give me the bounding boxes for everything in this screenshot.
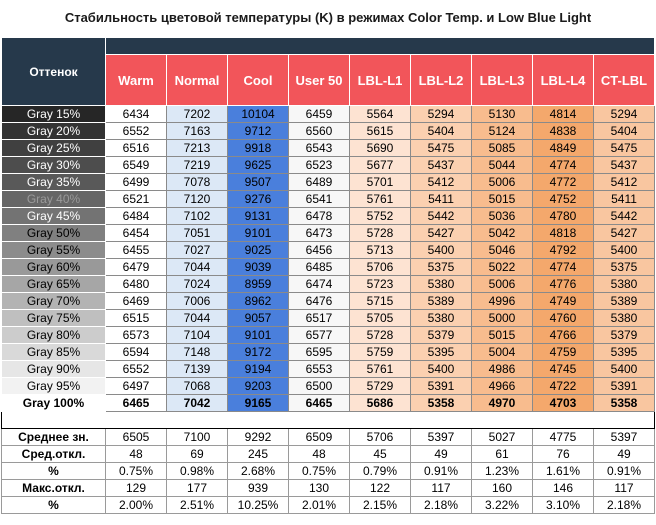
row-label: Gray 95%: [2, 378, 106, 395]
table-cell: 9918: [228, 140, 289, 157]
table-cell: 5729: [350, 378, 411, 395]
table-row: [2, 395, 655, 412]
table-cell: 6516: [106, 140, 167, 157]
table-cell: 6456: [289, 242, 350, 259]
column-header: LBL-L4: [533, 55, 594, 106]
table-cell: 5015: [472, 191, 533, 208]
table-cell: 5006: [472, 174, 533, 191]
table-row: [2, 378, 655, 395]
table-cell: 6484: [106, 208, 167, 225]
table-cell: 5042: [472, 225, 533, 242]
summary-row: [2, 429, 655, 446]
table-cell: 5411: [411, 191, 472, 208]
table-row: [2, 242, 655, 259]
table-cell: 5437: [411, 157, 472, 174]
table-cell: 5004: [472, 344, 533, 361]
table-cell: 9165: [228, 395, 289, 412]
table-cell: 4838: [533, 123, 594, 140]
table-cell: 9507: [228, 174, 289, 191]
summary-cell: 129: [106, 480, 167, 497]
table-cell: 5380: [594, 276, 655, 293]
table-cell: 4996: [472, 293, 533, 310]
summary-cell: 76: [533, 446, 594, 463]
table-cell: 5358: [594, 395, 655, 412]
table-cell: 5380: [594, 310, 655, 327]
table-row: [2, 327, 655, 344]
table-cell: 7120: [167, 191, 228, 208]
table-cell: 5761: [350, 361, 411, 378]
table-cell: 5380: [411, 310, 472, 327]
table-cell: 9712: [228, 123, 289, 140]
summary-cell: 0.91%: [411, 463, 472, 480]
row-label: Gray 40%: [2, 191, 106, 208]
summary-cell: 6505: [106, 429, 167, 446]
table-cell: 7024: [167, 276, 228, 293]
table-cell: 5124: [472, 123, 533, 140]
table-row: [2, 106, 655, 123]
table-cell: 5389: [411, 293, 472, 310]
row-label: Gray 45%: [2, 208, 106, 225]
table-cell: 4759: [533, 344, 594, 361]
table-cell: 5690: [350, 140, 411, 157]
row-label: Gray 25%: [2, 140, 106, 157]
table-cell: 5006: [472, 276, 533, 293]
table-cell: 5400: [594, 361, 655, 378]
table-cell: 4722: [533, 378, 594, 395]
table-cell: 6553: [289, 361, 350, 378]
summary-label: Макс.откл.: [2, 480, 106, 497]
row-label: Gray 65%: [2, 276, 106, 293]
summary-cell: 177: [167, 480, 228, 497]
table-row: [2, 157, 655, 174]
table-cell: 5395: [411, 344, 472, 361]
table-row: [2, 140, 655, 157]
summary-cell: 2.18%: [411, 497, 472, 514]
summary-cell: 160: [472, 480, 533, 497]
column-header: User 50: [289, 55, 350, 106]
summary-row: [2, 446, 655, 463]
table-cell: 5085: [472, 140, 533, 157]
summary-cell: 6509: [289, 429, 350, 446]
table-cell: 6523: [289, 157, 350, 174]
summary-cell: 117: [411, 480, 472, 497]
table-row: [2, 310, 655, 327]
table-cell: 5701: [350, 174, 411, 191]
table-cell: 4986: [472, 361, 533, 378]
summary-label: Среднее зн.: [2, 429, 106, 446]
summary-cell: 146: [533, 480, 594, 497]
column-header: Cool: [228, 55, 289, 106]
table-cell: 6489: [289, 174, 350, 191]
table-cell: 4849: [533, 140, 594, 157]
table-cell: 9194: [228, 361, 289, 378]
row-label: Gray 100%: [2, 395, 106, 412]
table-cell: 6594: [106, 344, 167, 361]
row-label: Gray 50%: [2, 225, 106, 242]
row-label: Gray 35%: [2, 174, 106, 191]
table-cell: 7068: [167, 378, 228, 395]
summary-cell: 5397: [594, 429, 655, 446]
table-cell: 5615: [350, 123, 411, 140]
header-band: [106, 38, 655, 55]
summary-cell: 0.75%: [106, 463, 167, 480]
table-cell: 5411: [594, 191, 655, 208]
table-cell: 5400: [594, 242, 655, 259]
table-cell: 7202: [167, 106, 228, 123]
table-row: [2, 225, 655, 242]
table-cell: 4966: [472, 378, 533, 395]
table-cell: 7006: [167, 293, 228, 310]
table-cell: 6454: [106, 225, 167, 242]
table-cell: 5715: [350, 293, 411, 310]
row-label: Gray 85%: [2, 344, 106, 361]
summary-cell: 1.61%: [533, 463, 594, 480]
table-row: [2, 123, 655, 140]
summary-cell: 3.10%: [533, 497, 594, 514]
table-cell: 7042: [167, 395, 228, 412]
table-cell: 9172: [228, 344, 289, 361]
summary-cell: 45: [350, 446, 411, 463]
table-cell: 6543: [289, 140, 350, 157]
table-cell: 4780: [533, 208, 594, 225]
table-cell: 7044: [167, 259, 228, 276]
summary-cell: 69: [167, 446, 228, 463]
table-cell: 7027: [167, 242, 228, 259]
table-cell: 4745: [533, 361, 594, 378]
table-cell: 5380: [411, 276, 472, 293]
table-cell: 5044: [472, 157, 533, 174]
column-header: Normal: [167, 55, 228, 106]
table-cell: 8962: [228, 293, 289, 310]
separator-cell: [2, 412, 655, 429]
row-label: Gray 20%: [2, 123, 106, 140]
table-cell: 6577: [289, 327, 350, 344]
table-cell: 5677: [350, 157, 411, 174]
table-cell: 6500: [289, 378, 350, 395]
table-cell: 5046: [472, 242, 533, 259]
table-cell: 5427: [411, 225, 472, 242]
row-label: Gray 75%: [2, 310, 106, 327]
table-cell: 5728: [350, 225, 411, 242]
row-label: Gray 30%: [2, 157, 106, 174]
summary-cell: 10.25%: [228, 497, 289, 514]
table-cell: 6478: [289, 208, 350, 225]
summary-cell: 9292: [228, 429, 289, 446]
table-cell: 4818: [533, 225, 594, 242]
row-header-label: Оттенок: [2, 38, 106, 106]
summary-cell: 1.23%: [472, 463, 533, 480]
summary-cell: 2.51%: [167, 497, 228, 514]
table-cell: 6474: [289, 276, 350, 293]
table-cell: 4772: [533, 174, 594, 191]
table-cell: 9057: [228, 310, 289, 327]
table-cell: 6552: [106, 361, 167, 378]
summary-cell: 61: [472, 446, 533, 463]
table-cell: 4703: [533, 395, 594, 412]
summary-cell: 49: [411, 446, 472, 463]
table-cell: 9131: [228, 208, 289, 225]
row-label: Gray 15%: [2, 106, 106, 123]
table-cell: 5391: [594, 378, 655, 395]
summary-row: [2, 497, 655, 514]
table-cell: 5375: [411, 259, 472, 276]
table-cell: 5389: [594, 293, 655, 310]
table-cell: 4970: [472, 395, 533, 412]
table-cell: 5404: [594, 123, 655, 140]
summary-row: [2, 463, 655, 480]
table-cell: 5723: [350, 276, 411, 293]
table-row: [2, 276, 655, 293]
table-cell: 5761: [350, 191, 411, 208]
table-cell: 6479: [106, 259, 167, 276]
table-cell: 5437: [594, 157, 655, 174]
table-cell: 6469: [106, 293, 167, 310]
summary-cell: 5027: [472, 429, 533, 446]
summary-row: [2, 480, 655, 497]
summary-cell: 5397: [411, 429, 472, 446]
row-label: Gray 55%: [2, 242, 106, 259]
table-cell: 8959: [228, 276, 289, 293]
summary-cell: 2.15%: [350, 497, 411, 514]
table-cell: 9101: [228, 327, 289, 344]
table-cell: 5358: [411, 395, 472, 412]
summary-cell: 3.22%: [472, 497, 533, 514]
table-cell: 5412: [411, 174, 472, 191]
table-cell: 7102: [167, 208, 228, 225]
table-cell: 5705: [350, 310, 411, 327]
table-cell: 5442: [411, 208, 472, 225]
table-cell: 5015: [472, 327, 533, 344]
table-cell: 6499: [106, 174, 167, 191]
table-cell: 4766: [533, 327, 594, 344]
table-row: [2, 259, 655, 276]
table-cell: 6573: [106, 327, 167, 344]
table-cell: 5713: [350, 242, 411, 259]
summary-cell: 48: [289, 446, 350, 463]
summary-cell: 2.18%: [594, 497, 655, 514]
summary-cell: 0.91%: [594, 463, 655, 480]
table-cell: 6497: [106, 378, 167, 395]
table-cell: 6560: [289, 123, 350, 140]
table-cell: 6541: [289, 191, 350, 208]
table-cell: 4776: [533, 276, 594, 293]
table-cell: 6515: [106, 310, 167, 327]
table-row: [2, 191, 655, 208]
header-top-strip: [2, 38, 655, 55]
column-header: LBL-L3: [472, 55, 533, 106]
chart-title: Стабильность цветовой температуры (K) в режимах Color Temp. и Low Blue Light: [64, 10, 592, 25]
table-cell: 5564: [350, 106, 411, 123]
row-label: Gray 60%: [2, 259, 106, 276]
summary-cell: 0.75%: [289, 463, 350, 480]
summary-cell: 117: [594, 480, 655, 497]
table-cell: 5375: [594, 259, 655, 276]
column-header: CT-LBL: [594, 55, 655, 106]
table-cell: 4792: [533, 242, 594, 259]
table-cell: 7219: [167, 157, 228, 174]
table-cell: 5752: [350, 208, 411, 225]
table-cell: 5395: [594, 344, 655, 361]
table-cell: 6521: [106, 191, 167, 208]
table-cell: 4774: [533, 259, 594, 276]
table-cell: 6485: [289, 259, 350, 276]
table-cell: 7139: [167, 361, 228, 378]
table-cell: 9276: [228, 191, 289, 208]
table-cell: 6552: [106, 123, 167, 140]
table-cell: 5022: [472, 259, 533, 276]
summary-cell: 245: [228, 446, 289, 463]
table-cell: 5379: [594, 327, 655, 344]
table-cell: 5706: [350, 259, 411, 276]
table-cell: 5475: [411, 140, 472, 157]
table-cell: 5728: [350, 327, 411, 344]
table-row: [2, 208, 655, 225]
table-cell: 5404: [411, 123, 472, 140]
summary-label: Сред.откл.: [2, 446, 106, 463]
table-cell: 4774: [533, 157, 594, 174]
table-cell: 5036: [472, 208, 533, 225]
table-cell: 5442: [594, 208, 655, 225]
separator-row: [2, 412, 655, 429]
table-cell: 5379: [411, 327, 472, 344]
table-cell: 4760: [533, 310, 594, 327]
table-cell: 4752: [533, 191, 594, 208]
table-cell: 6465: [106, 395, 167, 412]
table-cell: 5686: [350, 395, 411, 412]
table-cell: 5412: [594, 174, 655, 191]
table-cell: 7163: [167, 123, 228, 140]
table-cell: 9101: [228, 225, 289, 242]
summary-cell: 49: [594, 446, 655, 463]
table-cell: 5130: [472, 106, 533, 123]
table-cell: 5475: [594, 140, 655, 157]
summary-cell: 5706: [350, 429, 411, 446]
table-cell: 5294: [594, 106, 655, 123]
table-row: [2, 361, 655, 378]
column-header: Warm: [106, 55, 167, 106]
column-header: LBL-L1: [350, 55, 411, 106]
table-cell: 6465: [289, 395, 350, 412]
row-label: Gray 90%: [2, 361, 106, 378]
table-cell: 5400: [411, 242, 472, 259]
summary-cell: 48: [106, 446, 167, 463]
summary-cell: 2.68%: [228, 463, 289, 480]
table-cell: 5000: [472, 310, 533, 327]
table-cell: 10104: [228, 106, 289, 123]
table-cell: 5427: [594, 225, 655, 242]
table-row: [2, 174, 655, 191]
summary-label: %: [2, 463, 106, 480]
summary-cell: 2.01%: [289, 497, 350, 514]
table-cell: 5759: [350, 344, 411, 361]
table-row: [2, 293, 655, 310]
table-cell: 6459: [289, 106, 350, 123]
table-cell: 5391: [411, 378, 472, 395]
summary-cell: 939: [228, 480, 289, 497]
table-cell: 7051: [167, 225, 228, 242]
color-temperature-table: [1, 37, 655, 514]
summary-label: %: [2, 497, 106, 514]
table-cell: 6517: [289, 310, 350, 327]
table-cell: 7213: [167, 140, 228, 157]
table-row: [2, 344, 655, 361]
table-cell: 4814: [533, 106, 594, 123]
summary-cell: 130: [289, 480, 350, 497]
summary-cell: 4775: [533, 429, 594, 446]
table-cell: 6549: [106, 157, 167, 174]
table-cell: 7078: [167, 174, 228, 191]
table-cell: 6455: [106, 242, 167, 259]
summary-cell: 122: [350, 480, 411, 497]
row-label: Gray 80%: [2, 327, 106, 344]
table-cell: 6473: [289, 225, 350, 242]
table-cell: 6595: [289, 344, 350, 361]
row-label: Gray 70%: [2, 293, 106, 310]
table-cell: 6476: [289, 293, 350, 310]
table-cell: 5294: [411, 106, 472, 123]
summary-cell: 0.98%: [167, 463, 228, 480]
column-header: LBL-L2: [411, 55, 472, 106]
table-cell: 7044: [167, 310, 228, 327]
summary-cell: 0.79%: [350, 463, 411, 480]
table-cell: 6434: [106, 106, 167, 123]
table-cell: 7104: [167, 327, 228, 344]
summary-cell: 7100: [167, 429, 228, 446]
table-cell: 9203: [228, 378, 289, 395]
table-cell: 9625: [228, 157, 289, 174]
table-cell: 6480: [106, 276, 167, 293]
table-cell: 5400: [411, 361, 472, 378]
table-cell: 9039: [228, 259, 289, 276]
table-cell: 7148: [167, 344, 228, 361]
table-cell: 4749: [533, 293, 594, 310]
summary-cell: 2.00%: [106, 497, 167, 514]
table-cell: 9025: [228, 242, 289, 259]
